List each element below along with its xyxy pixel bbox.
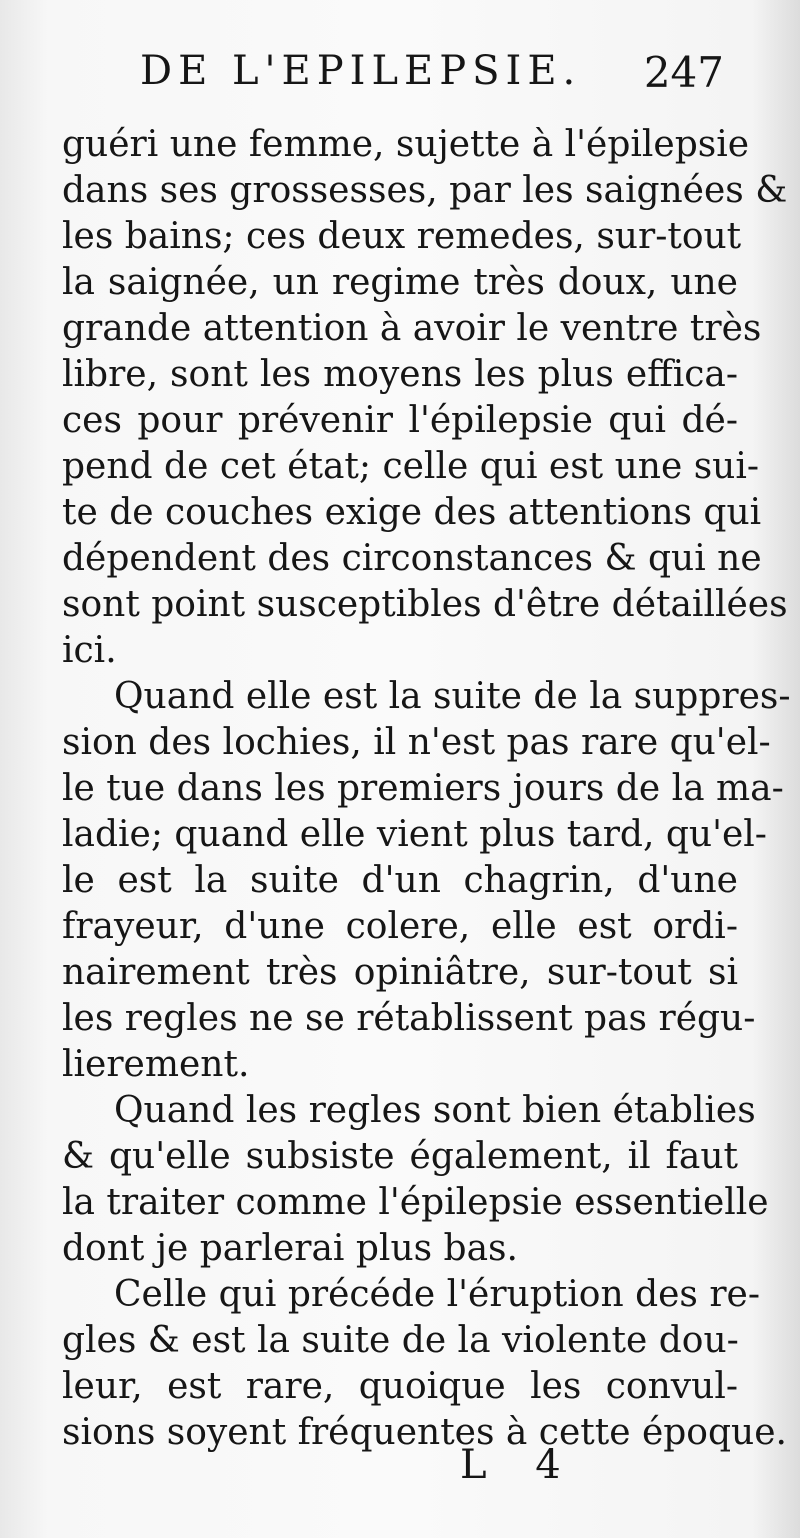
text-line: le tue dans les premiers jours de la ma- bbox=[62, 768, 784, 809]
text-line: sont point susceptibles d'être détaillées bbox=[62, 584, 788, 625]
text-line: dépendent des circonstances & qui ne bbox=[62, 538, 762, 579]
text-line: les regles ne se rétablissent pas régu- bbox=[62, 998, 756, 1039]
text-line: la traiter comme l'épilepsie essentielle bbox=[62, 1182, 769, 1223]
text-line: grande attention à avoir le ventre très bbox=[62, 308, 762, 349]
running-title: DE L'EPILEPSIE. bbox=[140, 48, 582, 94]
paragraph bbox=[62, 1088, 769, 1272]
signature-mark: L 4 bbox=[460, 1442, 579, 1488]
text-line: Quand elle est la suite de la suppres- bbox=[114, 676, 791, 717]
paragraph bbox=[62, 674, 791, 1088]
text-line: leur, est rare, quoique les convul- bbox=[62, 1366, 738, 1407]
text-line: ici. bbox=[62, 630, 117, 671]
text-line: guéri une femme, sujette à l'épilepsie bbox=[62, 124, 750, 165]
text-line: & qu'elle subsiste également, il faut bbox=[62, 1136, 738, 1177]
text-line: la saignée, un regime très doux, une bbox=[62, 262, 738, 303]
text-line: Quand les regles sont bien établies bbox=[114, 1090, 756, 1131]
text-line: pend de cet état; celle qui est une sui- bbox=[62, 446, 760, 487]
text-line: dans ses grossesses, par les saignées & bbox=[62, 170, 788, 211]
page-header bbox=[0, 48, 800, 96]
body-text bbox=[62, 122, 791, 1456]
text-line: ces pour prévenir l'épilepsie qui dé- bbox=[62, 400, 738, 441]
text-line: frayeur, d'une colere, elle est ordi- bbox=[62, 906, 738, 947]
text-line: sion des lochies, il n'est pas rare qu'el- bbox=[62, 722, 771, 763]
text-line: le est la suite d'un chagrin, d'une bbox=[62, 860, 738, 901]
text-line: lierement. bbox=[62, 1044, 250, 1085]
text-line: nairement très opiniâtre, sur-tout si bbox=[62, 952, 738, 993]
paragraph bbox=[62, 1272, 787, 1456]
text-line: ladie; quand elle vient plus tard, qu'el- bbox=[62, 814, 767, 855]
text-line: Celle qui précéde l'éruption des re- bbox=[114, 1274, 761, 1315]
page-number: 247 bbox=[643, 48, 724, 97]
text-line: dont je parlerai plus bas. bbox=[62, 1228, 518, 1269]
text-line: sions soyent fréquentes à cette époque. bbox=[62, 1412, 787, 1453]
paragraph bbox=[62, 122, 788, 674]
text-line: gles & est la suite de la violente dou- bbox=[62, 1320, 739, 1361]
text-line: les bains; ces deux remedes, sur-tout bbox=[62, 216, 742, 257]
text-line: libre, sont les moyens les plus effica- bbox=[62, 354, 738, 395]
text-line: te de couches exige des attentions qui bbox=[62, 492, 762, 533]
